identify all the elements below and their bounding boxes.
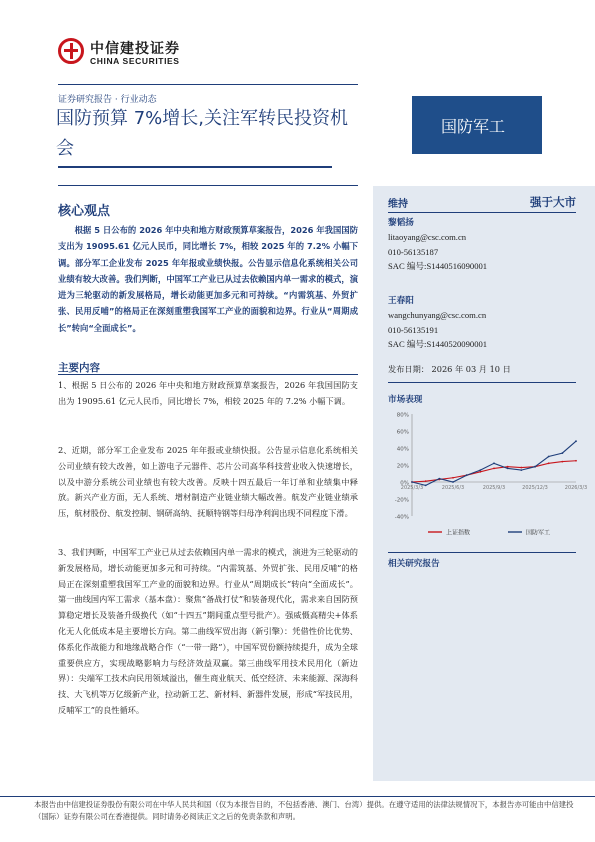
chart-point [425, 485, 427, 487]
chart-point [479, 469, 481, 471]
chart-x-tick-label: 2025/9/3 [482, 485, 506, 491]
footer-disclaimer: 本报告由中信建投证券股份有限公司在中华人民共和国（仅为本报告目的，不包括香港、澳门、台湾）提供。在遵守适用的法律法规情况下，本报告亦可能由中信建投（国际）证券有限公司在香港提供。同时请务必阅读正文之后的免责条款和声明。 [34, 800, 574, 821]
main-rule [58, 374, 358, 375]
chart-point [452, 477, 454, 479]
chart-point [493, 462, 495, 464]
chart-y-tick-label: 60% [396, 429, 409, 436]
chart-point [466, 474, 468, 476]
analyst-name: 王春阳 [388, 296, 414, 306]
chart-y-tick-label: -40% [394, 514, 409, 521]
chart-point [520, 467, 522, 469]
header-rule [58, 84, 358, 85]
analyst-card [388, 294, 487, 352]
analyst-name: 黎韬扬 [388, 218, 414, 228]
chart-point [561, 452, 563, 454]
chart-x-tick-label: 2025/12/3 [522, 485, 548, 491]
footer-rule [0, 796, 595, 797]
logo-emblem-icon [58, 38, 84, 64]
analyst-sac: SAC 编号:S1440516090001 [388, 261, 488, 272]
main-paragraph-3: 3、我们判断，中国军工产业已从过去依赖国内单一需求的模式，演进为三轮驱动的新发展格局，增长动能更加多元和可持续。“内需筑基、外贸扩张、民用反哺”的格局正在深刻重塑我国军工产业的面貌和边界。行业从“周期成长”转向“全面成长”。第一曲线国内军工需求（基本盘）：聚焦“备战打仗”和装备现代化，需求来自国防预算稳定增长及装备升级换代（如“十四五”期间重点型号批产）。强威慑高精尖+体系化无人化低成本是主要增长方向。第二曲线军贸出海（新引擎）：凭借性价比优势、体系化作战能力和地缘战略合作（“一带一路”），中国军贸份额持续提升，成为全球重要供应方，实现战略影响力与经济效益双赢。第三曲线军用技术民用化（新边界）：尖端军工技术向民用领域溢出，催生商业航天、低空经济、未来能源、深海科技、大飞机等万亿级新产业，拉动新工艺、新材料、新器件发展，形成“军技民用，反哺军工”的良性循环。 [58, 547, 358, 715]
analyst-phone: 010-56135191 [388, 324, 439, 335]
brand-name-cn: 中信建投证券 [90, 41, 180, 57]
chart-y-tick-label: -20% [394, 497, 409, 504]
main-heading: 主要内容 [58, 362, 100, 374]
chart-point [507, 468, 509, 470]
chart-point [575, 440, 577, 442]
section-divider [58, 185, 358, 186]
chart-point [548, 462, 550, 464]
market-chart-svg [388, 408, 588, 542]
chart-y-tick-label: 40% [396, 446, 409, 453]
chart-point [438, 478, 440, 480]
chart-point [520, 469, 522, 471]
analyst-card [388, 216, 487, 274]
chart-x-tick-label: 2026/3/3 [564, 485, 588, 491]
chart-legend-label: 上证指数 [446, 529, 471, 537]
publish-date: 发布日期： 2026 年 03 月 10 日 [388, 364, 511, 374]
chart-x-tick-label: 2025/6/3 [441, 485, 465, 491]
chart-point [534, 466, 536, 468]
chart-y-tick-label: 0% [400, 480, 409, 487]
report-type: 证券研究报告 · 行业动态 [58, 95, 157, 105]
chart-point [507, 466, 509, 468]
chart-point [479, 471, 481, 473]
chart-point [548, 456, 550, 458]
analyst-email[interactable]: litaoyang@csc.com.cn [388, 232, 467, 243]
chart-point [561, 461, 563, 463]
industry-label: 国防军工 [441, 117, 506, 136]
analyst-email[interactable]: wangchunyang@csc.com.cn [388, 310, 487, 321]
market-heading: 市场表现 [388, 395, 423, 405]
rating-row [388, 192, 576, 212]
rating-value: 强于大市 [530, 195, 576, 209]
chart-point [411, 481, 413, 483]
chart-point [575, 460, 577, 462]
chart-x-tick-label: 2025/3/3 [400, 485, 424, 491]
brand-name-en: CHINA SECURITIES [90, 56, 180, 66]
title-rule [58, 166, 332, 168]
chart-point [493, 468, 495, 470]
report-title: 国防预算 7%增长,关注军转民投资机会 [56, 108, 348, 159]
chart-y-tick-label: 80% [396, 412, 409, 419]
publish-rule [388, 382, 576, 383]
analyst-phone: 010-56135187 [388, 246, 439, 257]
related-heading: 相关研究报告 [388, 559, 440, 569]
core-heading: 核心观点 [58, 204, 111, 219]
related-rule [388, 552, 576, 553]
analyst-sac: SAC 编号:S1440520090001 [388, 339, 488, 350]
brand-logo [58, 38, 238, 68]
chart-legend-label: 国防军工 [526, 529, 551, 537]
core-body: 根据 5 日公布的 2026 年中央和地方财政预算草案报告，2026 年我国国防支出为 19095.61 亿元人民币，同比增长 7%，相较 2025 年的 7.2% 小幅下调。部分军工企业发布 2025 年年报或业绩快报。公告显示信息化系统相关公司业绩有较大改善。我们判断，中国军工产业已从过去依赖国内单一需求的模式，演进为三轮驱动的新发展格局，增长动能更加多元和可持续。“内需筑基、外贸扩张、民用反哺”的格局正在深刻重塑我国军工产业的面貌和边界。行业从“周期成长”转向“全面成长”。 [58, 225, 358, 333]
chart-point [425, 480, 427, 482]
main-paragraph-1: 1、根据 5 日公布的 2026 年中央和地方财政预算草案报告，2026 年我国国防支出为 19095.61 亿元人民币，同比增长 7%，相较 2025 年的 7.2% 小幅下调。 [58, 380, 358, 406]
rating-label: 维持 [388, 199, 408, 210]
chart-point [452, 481, 454, 483]
market-chart [388, 408, 588, 542]
rating-rule [388, 212, 576, 213]
main-paragraph-2: 2、近期，部分军工企业发布 2025 年年报或业绩快报。公告显示信息化系统相关公司业绩有较大改善，如上游电子元器件、芯片公司高华科技营业收入快速增长，以及中游分系统公司业绩也有较大改善。反映十四五最后一年订单和业绩集中释放。新兴产业方面，无人系统、增材制造产业链业绩大幅改善。航发产业链业绩承压，航材股份、航发控制、钢研高纳、抚顺特钢等归母净利润出现不同程度下滑。 [58, 445, 358, 519]
chart-y-tick-label: 20% [396, 463, 409, 470]
